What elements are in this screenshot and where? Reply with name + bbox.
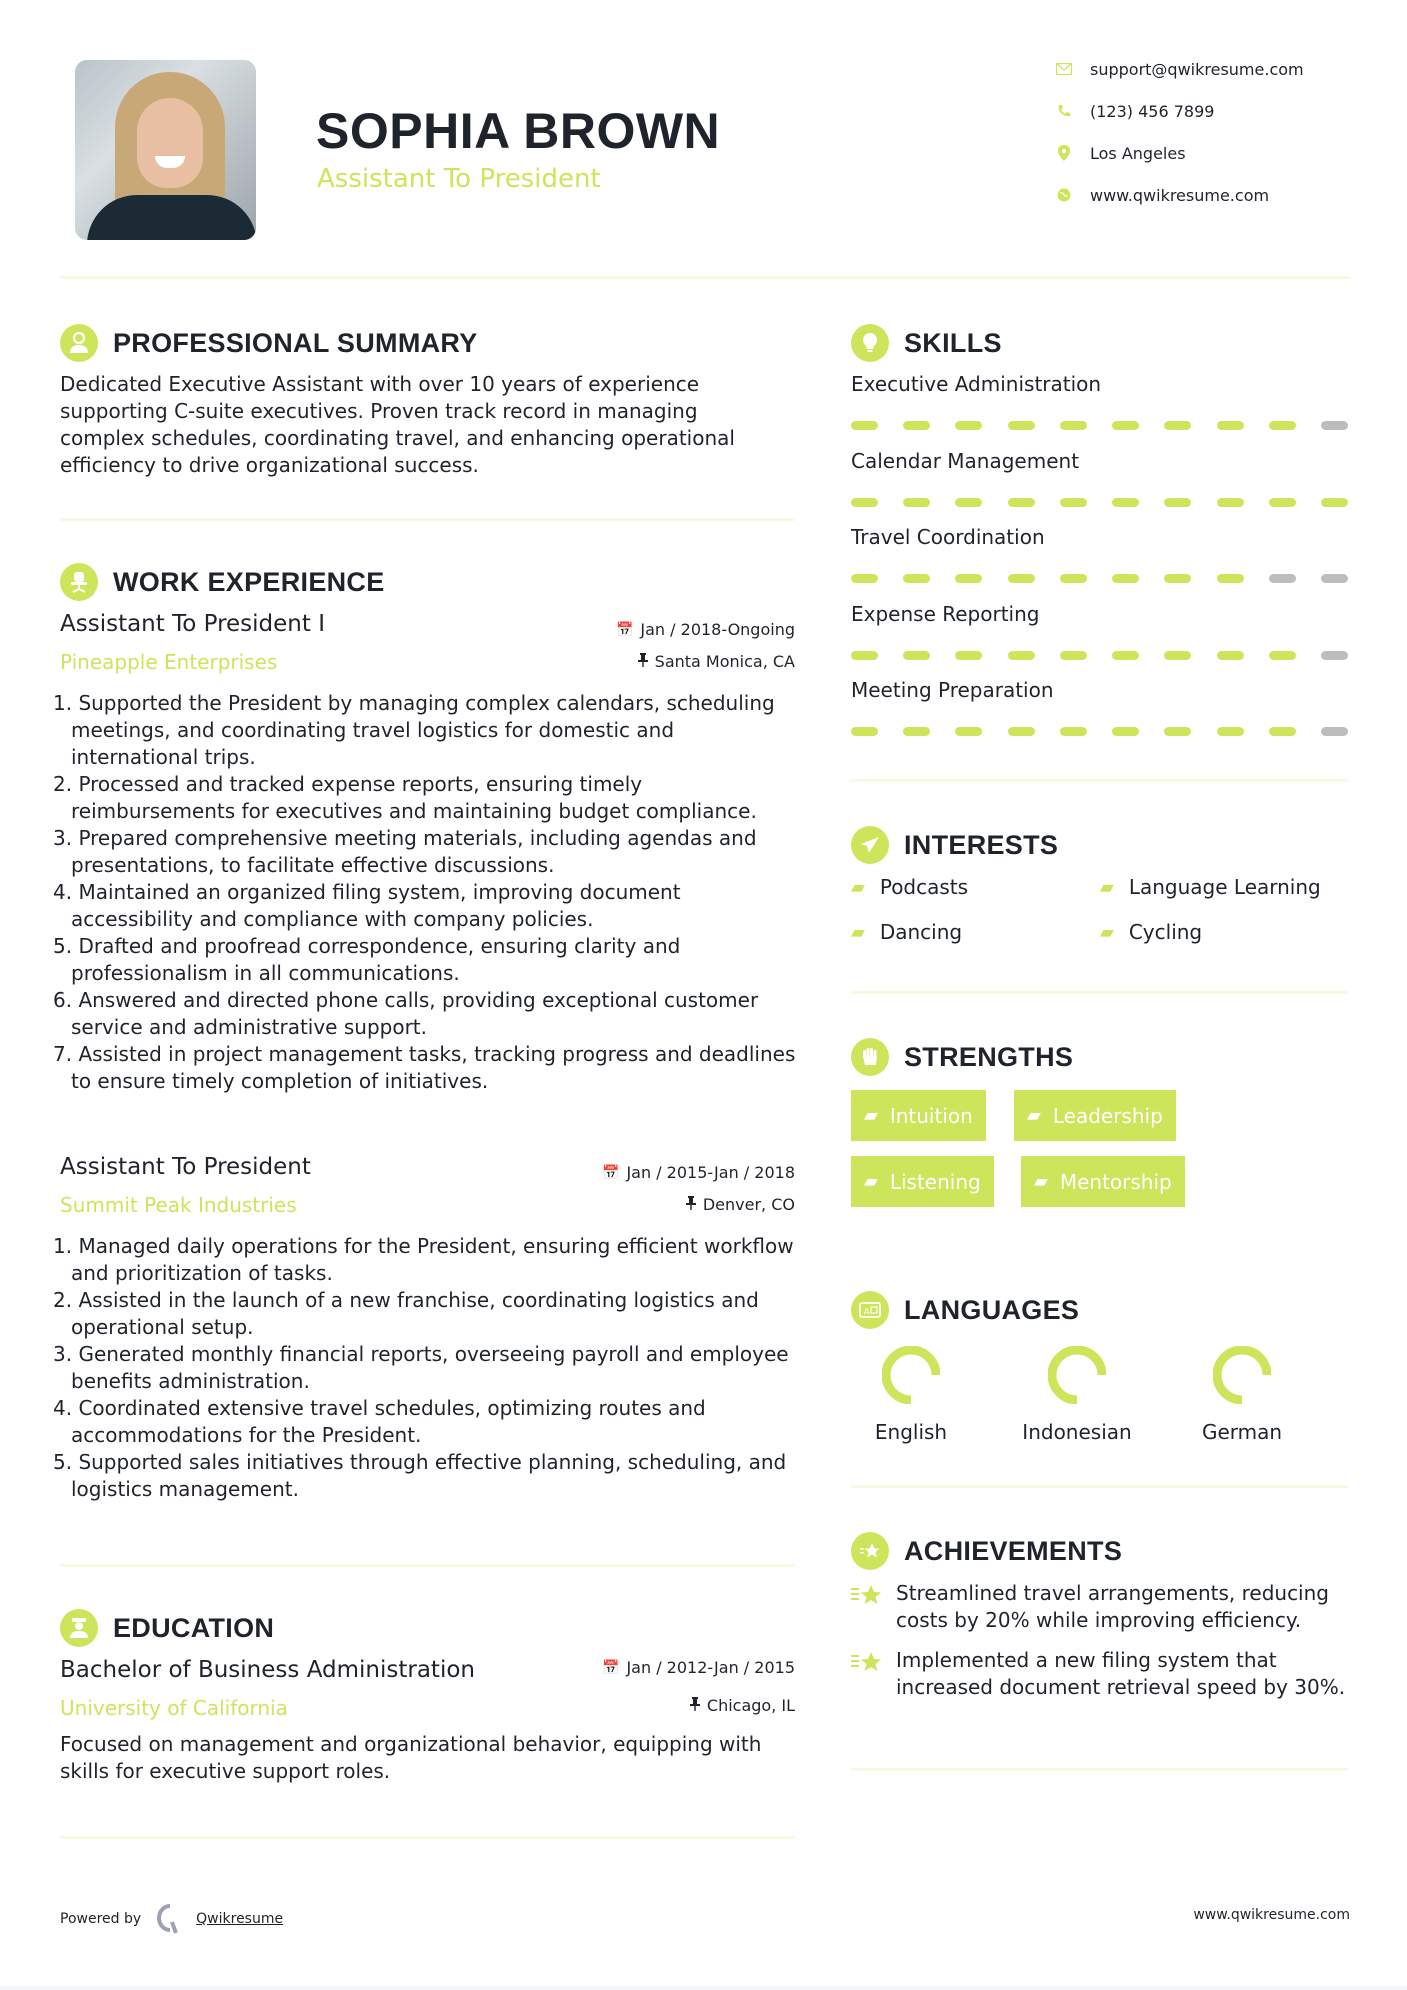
rating-segment bbox=[1269, 651, 1296, 660]
book-icon: ▰ bbox=[864, 1171, 878, 1192]
proficiency-ring-icon bbox=[1213, 1346, 1271, 1404]
language-item bbox=[856, 1346, 966, 1444]
rating-segment bbox=[1269, 498, 1296, 507]
strength-tag bbox=[1014, 1090, 1176, 1141]
skill-label: Travel Coordination bbox=[851, 525, 1045, 549]
proficiency-ring-icon bbox=[1048, 1346, 1106, 1404]
job-dates bbox=[540, 620, 795, 639]
summary-title: PROFESSIONAL SUMMARY bbox=[113, 327, 478, 358]
strength-label: Intuition bbox=[889, 1103, 973, 1128]
rating-segment bbox=[903, 651, 930, 660]
rating-segment bbox=[1060, 651, 1087, 660]
degree-title: Bachelor of Business Administration bbox=[60, 1657, 475, 1683]
rating-segment bbox=[1060, 498, 1087, 507]
interest-item bbox=[1100, 875, 1321, 899]
rating-segment bbox=[1269, 421, 1296, 430]
rating-segment bbox=[955, 651, 982, 660]
education-divider bbox=[60, 1836, 795, 1839]
qwikresume-link[interactable]: Qwikresume bbox=[196, 1911, 284, 1927]
duty-item: 4. Coordinated extensive travel schedules, optimizing routes and accommodations for the President. bbox=[53, 1396, 706, 1447]
rating-segment bbox=[1060, 727, 1087, 736]
education-heading bbox=[60, 1609, 274, 1647]
duty-item: 1. Supported the President by managing complex calendars, scheduling meetings, and coordinating travel logistics for domestic and international trips. bbox=[53, 691, 775, 769]
education-dates-text: Jan / 2012-Jan / 2015 bbox=[626, 1658, 795, 1677]
skill-rating-bar bbox=[851, 727, 1348, 736]
header-divider bbox=[60, 276, 1350, 279]
languages-heading bbox=[851, 1291, 1079, 1329]
rating-segment bbox=[903, 727, 930, 736]
language-label: German bbox=[1201, 1420, 1283, 1444]
achievement-item bbox=[851, 1580, 1351, 1634]
book-icon: ▰ bbox=[851, 921, 865, 943]
job-dates-text: Jan / 2015-Jan / 2018 bbox=[626, 1163, 795, 1182]
rating-segment bbox=[1008, 421, 1035, 430]
education-title: EDUCATION bbox=[113, 1612, 275, 1643]
interest-label: Language Learning bbox=[1128, 875, 1321, 899]
languages-divider bbox=[851, 1485, 1348, 1488]
job-duties bbox=[53, 690, 798, 1095]
job-dates-text: Jan / 2018-Ongoing bbox=[640, 620, 795, 639]
language-label: Indonesian bbox=[1022, 1420, 1132, 1444]
pushpin-icon bbox=[638, 653, 648, 671]
qwikresume-logo-icon bbox=[156, 1904, 184, 1934]
skill-label: Calendar Management bbox=[851, 449, 1080, 473]
fist-icon bbox=[851, 1038, 889, 1076]
rating-segment bbox=[1217, 651, 1244, 660]
skill-item bbox=[851, 372, 1348, 430]
achievement-item bbox=[851, 1647, 1351, 1701]
school-name: University of California bbox=[60, 1696, 288, 1720]
rating-segment bbox=[1112, 651, 1139, 660]
strength-label: Listening bbox=[889, 1169, 981, 1194]
skill-rating-bar bbox=[851, 421, 1348, 430]
rating-segment bbox=[1217, 574, 1244, 583]
strength-label: Mentorship bbox=[1059, 1169, 1172, 1194]
star-icon bbox=[851, 1532, 889, 1570]
rating-segment bbox=[1269, 574, 1296, 583]
skill-rating-bar bbox=[851, 498, 1348, 507]
job-title: Assistant To President bbox=[60, 1154, 311, 1180]
strength-tag bbox=[1021, 1156, 1185, 1207]
job-dates bbox=[540, 1163, 795, 1182]
contact-phone bbox=[1055, 99, 1214, 123]
location-text: Los Angeles bbox=[1090, 143, 1186, 163]
summary-text bbox=[60, 371, 795, 479]
powered-by-label: Powered by bbox=[60, 1911, 142, 1927]
skills-title: SKILLS bbox=[904, 327, 1002, 358]
education-dates bbox=[540, 1658, 795, 1677]
phone-icon bbox=[1055, 102, 1073, 120]
duty-item: 3. Generated monthly financial reports, overseeing payroll and employee benefits administration. bbox=[53, 1342, 789, 1393]
book-icon: ▰ bbox=[1100, 876, 1114, 898]
achievement-text: Streamlined travel arrangements, reducing costs by 20% while improving efficiency. bbox=[896, 1581, 1329, 1632]
job-location-text: Santa Monica, CA bbox=[654, 652, 795, 671]
strengths-title: STRENGTHS bbox=[904, 1041, 1074, 1072]
achievements-heading bbox=[851, 1532, 1122, 1570]
rating-segment bbox=[1008, 498, 1035, 507]
achievements-divider bbox=[851, 1768, 1348, 1771]
pushpin-icon bbox=[690, 1697, 700, 1715]
duty-item: 2. Assisted in the launch of a new franchise, coordinating logistics and operational setup. bbox=[53, 1288, 759, 1339]
skill-rating-bar bbox=[851, 574, 1348, 583]
phone-text: (123) 456 7899 bbox=[1090, 101, 1215, 121]
proficiency-ring-icon bbox=[882, 1346, 940, 1404]
summary-heading bbox=[60, 324, 478, 362]
interests-divider bbox=[851, 991, 1348, 994]
rating-segment bbox=[1217, 498, 1244, 507]
rating-segment bbox=[955, 574, 982, 583]
rating-segment bbox=[1060, 574, 1087, 583]
strengths-heading bbox=[851, 1038, 1073, 1076]
footer-website[interactable]: www.qwikresume.com bbox=[1193, 1907, 1350, 1923]
rating-segment bbox=[903, 498, 930, 507]
rating-segment bbox=[1321, 727, 1348, 736]
paper-plane-icon bbox=[851, 826, 889, 864]
email-text: support@qwikresume.com bbox=[1090, 59, 1304, 79]
rating-segment bbox=[955, 421, 982, 430]
duty-item: 2. Processed and tracked expense reports, ensuring timely reimbursements for executives and maintaining budget compliance. bbox=[53, 772, 757, 823]
languages-title: LANGUAGES bbox=[904, 1294, 1080, 1325]
skill-item bbox=[851, 449, 1348, 507]
skill-item bbox=[851, 525, 1348, 583]
graduate-icon bbox=[60, 1609, 98, 1647]
rating-segment bbox=[1217, 727, 1244, 736]
skill-rating-bar bbox=[851, 651, 1348, 660]
company-name: Pineapple Enterprises bbox=[60, 650, 278, 674]
rating-segment bbox=[955, 498, 982, 507]
job-location bbox=[540, 652, 795, 671]
rating-segment bbox=[1321, 421, 1348, 430]
duty-item: 7. Assisted in project management tasks, tracking progress and deadlines to ensure timely completion of initiatives. bbox=[53, 1042, 796, 1093]
interest-item bbox=[1100, 920, 1202, 944]
candidate-title: Assistant To President bbox=[317, 164, 601, 194]
contact-location bbox=[1055, 141, 1186, 165]
rating-segment bbox=[955, 727, 982, 736]
calendar-icon: 📅 bbox=[615, 621, 634, 638]
website-text: www.qwikresume.com bbox=[1090, 185, 1270, 205]
duty-item: 1. Managed daily operations for the President, ensuring efficient workflow and prioritization of tasks. bbox=[53, 1234, 794, 1285]
rating-segment bbox=[1269, 727, 1296, 736]
translate-icon bbox=[851, 1291, 889, 1329]
rating-segment bbox=[851, 421, 878, 430]
duty-item: 5. Supported sales initiatives through effective planning, scheduling, and logistics management. bbox=[53, 1450, 787, 1501]
rating-segment bbox=[1112, 421, 1139, 430]
strength-label: Leadership bbox=[1052, 1103, 1163, 1128]
rating-segment bbox=[1164, 421, 1191, 430]
education-location bbox=[540, 1696, 795, 1715]
education-location-text: Chicago, IL bbox=[706, 1696, 795, 1715]
book-icon: ▰ bbox=[1027, 1105, 1041, 1126]
job-title: Assistant To President I bbox=[60, 611, 325, 637]
rating-segment bbox=[1321, 651, 1348, 660]
pushpin-icon bbox=[686, 1196, 696, 1214]
calendar-icon: 📅 bbox=[602, 1164, 620, 1181]
duty-item: 3. Prepared comprehensive meeting materials, including agendas and presentations, to facilitate effective discussions. bbox=[53, 826, 757, 877]
rating-segment bbox=[1060, 421, 1087, 430]
work-title: WORK EXPERIENCE bbox=[113, 566, 385, 597]
contact-website[interactable] bbox=[1055, 183, 1269, 207]
book-icon: ▰ bbox=[864, 1105, 878, 1126]
skills-heading bbox=[851, 324, 1002, 362]
star-icon bbox=[851, 1649, 885, 1680]
interest-label: Podcasts bbox=[879, 875, 969, 899]
rating-segment bbox=[1321, 574, 1348, 583]
envelope-icon bbox=[1055, 60, 1073, 78]
book-icon: ▰ bbox=[1100, 921, 1114, 943]
interests-heading bbox=[851, 826, 1058, 864]
svg-text:A: A bbox=[864, 1307, 870, 1316]
company-name: Summit Peak Industries bbox=[60, 1193, 297, 1217]
office-chair-icon bbox=[60, 563, 98, 601]
skills-divider bbox=[851, 779, 1348, 782]
book-icon: ▰ bbox=[851, 876, 865, 898]
job-location bbox=[540, 1195, 795, 1214]
skill-label: Executive Administration bbox=[851, 372, 1102, 396]
language-label: English bbox=[874, 1420, 948, 1444]
job-duties bbox=[53, 1233, 798, 1503]
rating-segment bbox=[1321, 498, 1348, 507]
duty-item: 4. Maintained an organized filing system, improving document accessibility and compliance with company policies. bbox=[53, 880, 681, 931]
rating-segment bbox=[1164, 651, 1191, 660]
skill-item bbox=[851, 602, 1348, 660]
profile-photo bbox=[75, 60, 256, 240]
achievement-text: Implemented a new filing system that increased document retrieval speed by 30%. bbox=[896, 1648, 1346, 1699]
summary-divider bbox=[60, 518, 795, 521]
lightbulb-icon bbox=[851, 324, 889, 362]
footer-powered-by bbox=[60, 1904, 283, 1934]
rating-segment bbox=[1008, 727, 1035, 736]
rating-segment bbox=[851, 651, 878, 660]
strength-tag bbox=[851, 1090, 986, 1141]
rating-segment bbox=[1217, 421, 1244, 430]
book-icon: ▰ bbox=[1034, 1171, 1048, 1192]
language-item bbox=[1022, 1346, 1132, 1444]
duty-item: 5. Drafted and proofread correspondence, ensuring clarity and professionalism in all communications. bbox=[53, 934, 681, 985]
candidate-name: SOPHIA BROWN bbox=[316, 103, 721, 159]
interests-title: INTERESTS bbox=[904, 829, 1059, 860]
rating-segment bbox=[1008, 651, 1035, 660]
skill-item bbox=[851, 678, 1348, 736]
rating-segment bbox=[1112, 498, 1139, 507]
summary-line: efficiency to drive organizational success. bbox=[60, 453, 479, 477]
job-location-text: Denver, CO bbox=[702, 1195, 795, 1214]
rating-segment bbox=[851, 727, 878, 736]
education-description: Focused on management and organizational behavior, equipping with skills for executive support roles. bbox=[60, 1732, 762, 1783]
summary-line: Dedicated Executive Assistant with over 10 years of experience bbox=[60, 372, 700, 396]
user-icon bbox=[60, 324, 98, 362]
interest-label: Dancing bbox=[879, 920, 963, 944]
calendar-icon: 📅 bbox=[602, 1659, 620, 1676]
strength-tag bbox=[851, 1156, 994, 1207]
bottom-strip bbox=[0, 1986, 1407, 1990]
rating-segment bbox=[903, 574, 930, 583]
duty-item: 6. Answered and directed phone calls, providing exceptional customer service and administrative support. bbox=[53, 988, 759, 1039]
rating-segment bbox=[1112, 727, 1139, 736]
summary-line: complex schedules, coordinating travel, and enhancing operational bbox=[60, 426, 735, 450]
work-divider bbox=[60, 1564, 795, 1567]
star-icon bbox=[851, 1582, 885, 1613]
rating-segment bbox=[851, 574, 878, 583]
rating-segment bbox=[1008, 574, 1035, 583]
skill-label: Expense Reporting bbox=[851, 602, 1040, 626]
rating-segment bbox=[903, 421, 930, 430]
summary-line: supporting C-suite executives. Proven track record in managing bbox=[60, 399, 698, 423]
map-pin-icon bbox=[1055, 144, 1073, 162]
interest-label: Cycling bbox=[1128, 920, 1203, 944]
language-item bbox=[1187, 1346, 1297, 1444]
work-heading bbox=[60, 563, 385, 601]
interest-item bbox=[851, 875, 968, 899]
globe-icon bbox=[1055, 186, 1073, 204]
interest-item bbox=[851, 920, 962, 944]
rating-segment bbox=[1164, 498, 1191, 507]
achievements-title: ACHIEVEMENTS bbox=[904, 1535, 1123, 1566]
rating-segment bbox=[1112, 574, 1139, 583]
contact-email[interactable] bbox=[1055, 57, 1304, 81]
skill-label: Meeting Preparation bbox=[851, 678, 1054, 702]
rating-segment bbox=[1164, 574, 1191, 583]
rating-segment bbox=[1164, 727, 1191, 736]
rating-segment bbox=[851, 498, 878, 507]
